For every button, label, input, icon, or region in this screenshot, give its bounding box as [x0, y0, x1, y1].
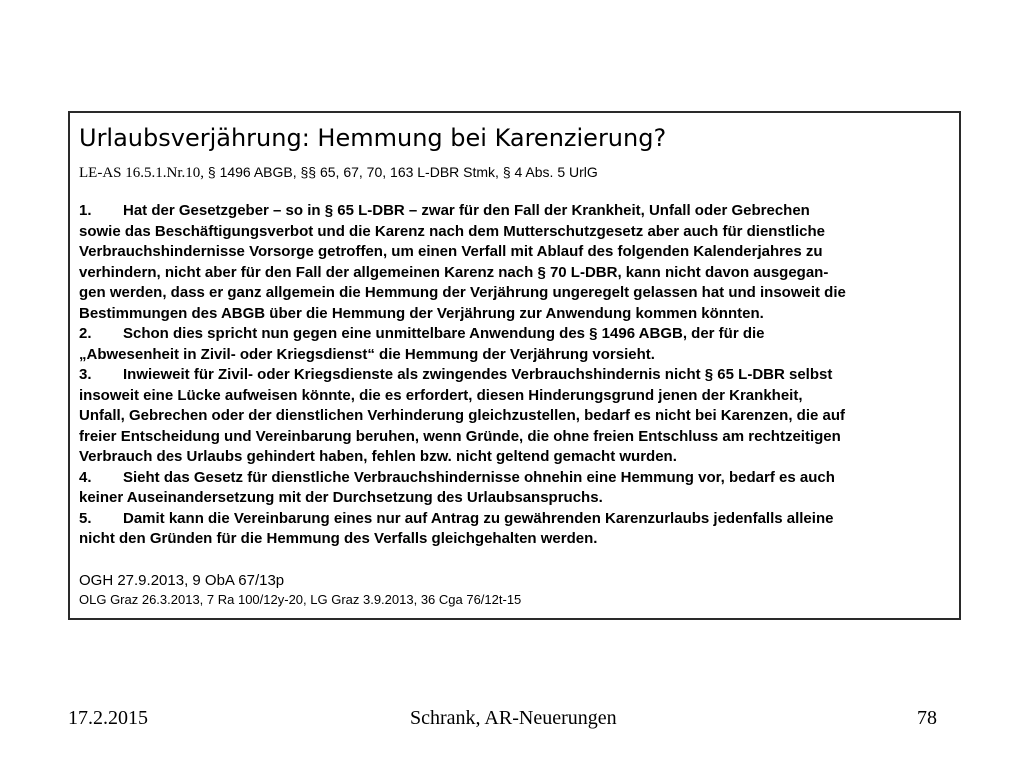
point-number: 3.: [79, 366, 92, 383]
text-line: [79, 242, 959, 263]
line-text: Bestimmungen des ABGB über die Hemmung der Verjährung zur Anwendung kommen könnten.: [79, 304, 764, 322]
point-number: 4.: [79, 468, 92, 486]
point-number: 1.: [79, 202, 92, 219]
text-line: [79, 468, 959, 489]
text-line: [79, 365, 959, 386]
text-line: [79, 447, 959, 468]
line-text: freier Entscheidung und Vereinbarung beruhen, wenn Gründe, die ohne freien Entschluss am rechtzeitigen: [79, 427, 841, 445]
line-text: Inwieweit für Zivil- oder Kriegsdienste als zwingendes Verbrauchshindernis nicht § 65 L-DBR selbst: [123, 366, 833, 383]
text-line: [79, 509, 959, 530]
footer-title: Schrank, AR-Neuerungen: [410, 707, 617, 729]
text-line: [79, 488, 959, 509]
text-line: [79, 283, 959, 304]
line-text: insoweit eine Lücke aufweisen könnte, die es erfordert, diesen Hinderungsgrund jenen der Krankheit,: [79, 386, 803, 404]
line-text: sowie das Beschäftigungsverbot und die Karenz nach dem Mutterschutzgesetz aber auch für dienstliche: [79, 222, 825, 240]
citation-olg: OLG Graz 26.3.2013, 7 Ra 100/12y-20, LG Graz 3.9.2013, 36 Cga 76/12t-15: [79, 592, 522, 607]
text-line: [79, 345, 959, 366]
text-line: [79, 386, 959, 407]
line-text: gen werden, dass er ganz allgemein die Hemmung der Verjährung ungeregelt gelassen hat und insoweit die: [79, 284, 846, 301]
line-text: nicht den Gründen für die Hemmung des Verfalls gleichgehalten werden.: [79, 530, 598, 547]
line-text: keiner Auseinandersetzung mit der Durchsetzung des Urlaubsanspruchs.: [79, 489, 603, 506]
line-text: Hat der Gesetzgeber – so in § 65 L-DBR – zwar für den Fall der Krankheit, Unfall oder Gebrechen: [123, 202, 810, 219]
ruling-text: [79, 201, 959, 550]
point-number: 5.: [79, 509, 92, 527]
text-line: [79, 201, 959, 222]
slide-title: Urlaubsverjährung: Hemmung bei Karenzierung?: [79, 124, 667, 152]
line-text: Verbrauch des Urlaubs gehindert haben, fehlen bzw. nicht geltend gemacht wurden.: [79, 448, 677, 465]
reference-laws: § 1496 ABGB, §§ 65, 67, 70, 163 L-DBR Stmk, § 4 Abs. 5 UrlG: [204, 164, 598, 180]
line-text: verhindern, nicht aber für den Fall der allgemeinen Karenz nach § 70 L-DBR, kann nicht davon ausgegan-: [79, 263, 829, 281]
line-text: Unfall, Gebrechen oder der dienstlichen Verhinderung gleichzustellen, bedarf es nicht bei Karenzen, die auf: [79, 407, 846, 424]
page-number: 78: [917, 707, 937, 729]
line-text: Schon dies spricht nun gegen eine unmittelbare Anwendung des § 1496 ABGB, der für die: [123, 325, 765, 342]
text-line: [79, 406, 959, 427]
text-line: [79, 324, 959, 345]
point-number: 2.: [79, 325, 92, 342]
text-line: [79, 427, 959, 448]
footer-date: 17.2.2015: [68, 707, 148, 729]
citation-ogh: OGH 27.9.2013, 9 ObA 67/13p: [79, 572, 285, 589]
legal-reference: [79, 163, 598, 182]
text-line: [79, 304, 959, 325]
line-text: Sieht das Gesetz für dienstliche Verbrauchshindernisse ohnehin eine Hemmung vor, bedarf es auch: [123, 468, 835, 486]
line-text: „Abwesenheit in Zivil- oder Kriegsdienst“ die Hemmung der Verjährung vorsieht.: [79, 345, 655, 363]
text-line: [79, 529, 959, 550]
reference-source: LE-AS 16.5.1.Nr.10,: [79, 165, 204, 181]
line-text: Damit kann die Vereinbarung eines nur auf Antrag zu gewährenden Karenzurlaubs jedenfalls alleine: [123, 509, 834, 527]
line-text: Verbrauchshindernisse Vorsorge getroffen, um einen Verfall mit Ablauf des folgenden Kalenderjahres zu: [79, 243, 823, 260]
text-line: [79, 222, 959, 243]
text-line: [79, 263, 959, 284]
